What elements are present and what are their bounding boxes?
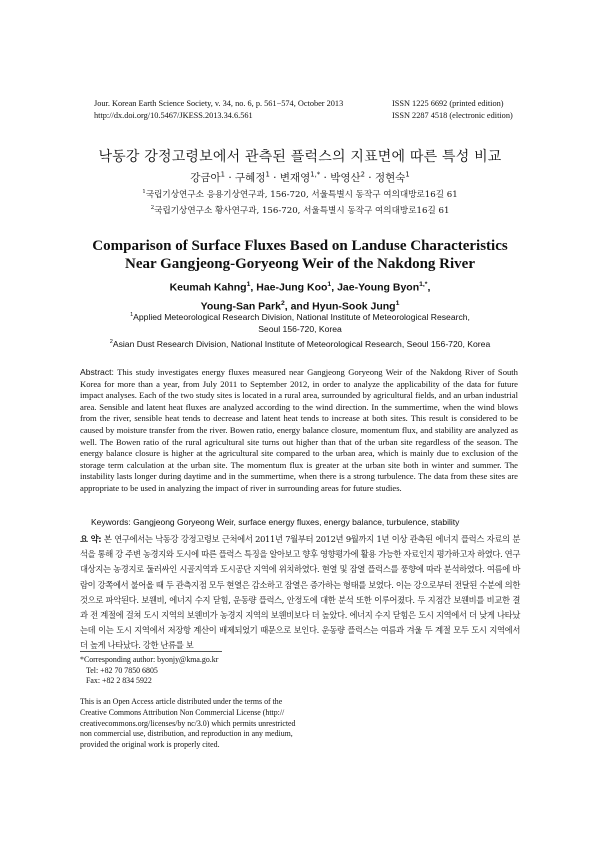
running-header-right <box>392 98 513 121</box>
author-name: Hae-Jung Koo <box>256 281 328 294</box>
abstract-label: Abstract: <box>80 367 114 377</box>
footnote-divider <box>80 651 222 652</box>
issn-electronic: ISSN 2287 4518 (electronic edition) <box>392 110 513 120</box>
english-title: Comparison of Surface Fluxes Based on Landuse Characteristics Near Gangjeong-Goryeong Weir of the Nakdong River <box>92 238 508 272</box>
english-affiliation-1: $^1$Applied Meteorological Research Division, National Institute of Meteorological Research, <box>130 311 470 322</box>
author-name: 변재영 <box>279 172 311 184</box>
corresponding-author-footnote <box>80 655 218 687</box>
journal-citation: Jour. Korean Earth Science Society, v. 34, no. 6, p. 561−574, October 2013 <box>94 99 344 108</box>
author-name: 정현숙 <box>374 172 406 184</box>
korean-affiliation-1: $^1$국립기상연구소 응용기상연구과, 156-720, 서울특별시 동작구 여의대방로16길 61 <box>142 189 458 200</box>
keywords <box>91 517 521 527</box>
author-name: Hyun-Sook Jung <box>312 300 396 312</box>
english-affiliations: $^1$Applied Meteorological Research Division, National Institute of Meteorological Research, Seoul 156-720, Korea $^2$Asian Dust Research Division, National Institute of Meteorological Research, Seoul 156-720, Korea <box>0 309 600 350</box>
abstract <box>80 367 518 495</box>
license-notice: This is an Open Access article distributed under the terms of the Creative Commons Attribution Non Commercial License (http:// creativecommons.org/licenses/by nc/3.0) which permits unrestricted non commercial use, distribution, and reproduction in any medium, provided the original work is properly cited. <box>80 697 296 750</box>
korean-affiliation-2: $^2$국립기상연구소 황사연구과, 156-720, 서울특별시 동작구 여의대방로16길 61 <box>150 204 450 216</box>
korean-abstract-text: 본 연구에서는 낙동강 강정고령보 근처에서 2011년 7월부터 2012년 9월까지 1년 이상 관측된 에너지 플럭스 자료의 분석을 통해 강 주변 농경지와 도시에 따른 플럭스 특징을 알아보고 향후 영향평가에 활용 가능한 자료인지 평가하고자 하였다. 연구 대상지는 농경지로 둘러싸인 시골지역과 도시공단 지역에 위치하였다. 현열 및 잠열 플럭스를 풍향에 따라 분석하였다. 여름에 바람이 강쪽에서 불어올 때 두 관측지점 모두 현열은 감소하고 잠열은 증가하는 형태를 보였다. 이는 강으로부터 전달된 수분에 의한 것으로 파악된다. 보웬비, 에너지 수지 닫힘, 운동량 플럭스, 안정도에 대한 분석 또한 이루어졌다. 두 지점간 보웬비를 비교한 결과 전 계절에 걸쳐 도시 지역의 보웬비가 농경지 지역의 보웬비보다 더 높았다. 에너지 수지 닫힘은 도시 지역에서 더 낮게 나타났는데 이는 도시 지역에서 저장항 계산이 배제되었기 때문으로 보인다. 운동량 플럭스는 여름과 겨울 두 계절 모두 도시 지역에서 더 높게 나타났다. 강한 난류를 보 <box>80 534 520 651</box>
author-name: 구혜정 <box>235 172 266 184</box>
running-header-left <box>94 98 343 121</box>
author-name: Young-San Park <box>200 300 281 312</box>
author-name: 박영산 <box>330 172 361 184</box>
korean-affiliations <box>0 186 600 218</box>
issn-print: ISSN 1225 6692 (printed edition) <box>392 99 504 108</box>
english-affiliation-2: $^2$Asian Dust Research Division, National Institute of Meteorological Research, Seoul 156-720, Korea <box>109 338 491 349</box>
fax: Fax: +82 2 834 5922 <box>86 676 152 685</box>
telephone: Tel: +82 70 7850 6805 <box>86 665 158 675</box>
keywords-label: Keywords: <box>91 517 131 527</box>
author-name: 강금아 <box>190 172 221 184</box>
korean-abstract-label: 요 약: <box>80 534 102 544</box>
korean-abstract <box>80 532 520 654</box>
author-name: Jae-Young Byon <box>337 281 420 294</box>
doi-link[interactable]: http://dx.doi.org/10.5467/JKESS.2013.34.6.561 <box>94 110 253 120</box>
korean-title: 낙동강 강정고령보에서 관측된 플럭스의 지표면에 따른 특성 비교 <box>98 149 502 165</box>
keywords-text: Gangjeong Goryeong Weir, surface energy fluxes, energy balance, turbulence, stability <box>133 517 460 527</box>
korean-authors: 강금아$^1$ · 구혜정$^1$ · 변재영$^{1,*}$ · 박영산$^2$ · 정현숙$^1$ <box>190 170 410 184</box>
abstract-text: This study investigates energy fluxes measured near Gangjeong Goryeong Weir of the Nakdong River of South Korea for more than a year, from July 2011 to September 2012, in order to analyze the applicability of the data for future impact analyses. Each of the two study sites is located in a rural area, surrounded by agricultural fields, and an urban industrial area. Sensible and latent heat fluxes are analyzed according to the wind direction. In the summertime, when the wind blows from the river, sensible heat tends to decrease and latent heat tends to increase at both sites. This result is considered to be caused by moisture transfer from the river. Bowen ratio, energy balance closure, momentum flux, and stability are analyzed as well. The Bowen ratio of the rural agricultural site turns out higher than that of the urban site regardless of the season. The energy balance closure is higher at the agricultural site compared to the urban area, which is mainly due to exclusion of the storage term calculation at the urban site. The momentum flux is greater at the urban site both in winter and summer. The instability lasts longer during daytime and in the summertime, when there is a strong turbulence. The data from these sites are appropriate to be used in analyzing the impact of river in surrounding areas for future studies. <box>80 367 518 493</box>
author-name: Keumah Kahng <box>169 281 247 294</box>
english-authors: Keumah Kahng$^1$, Hae-Jung Koo$^1$, Jae-Young Byon$^{1,*}$, Young-San Park$^2$, and Hyun-Sook Jung$^1$ <box>169 281 431 312</box>
corresponding-email[interactable]: *Corresponding author: byonjy@kma.go.kr <box>80 655 219 664</box>
